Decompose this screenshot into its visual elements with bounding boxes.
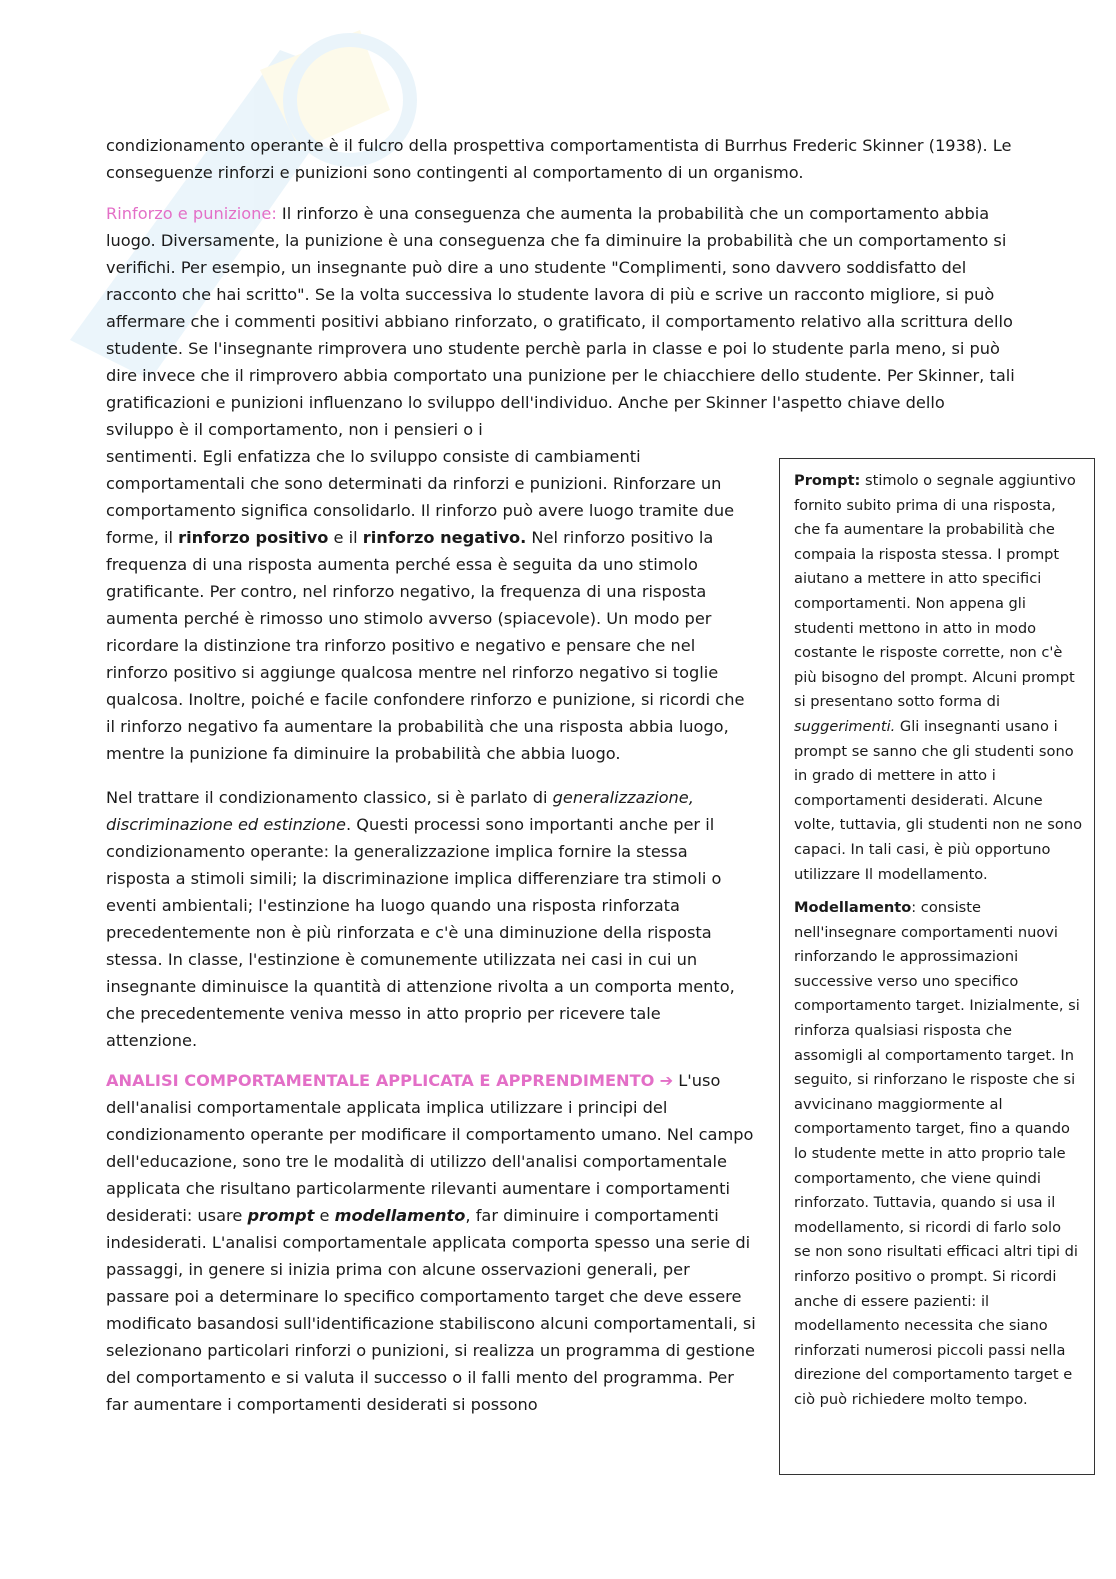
prompt-term: prompt [247, 1206, 315, 1225]
reinforcement-types-paragraph: sentimenti. Egli enfatizza che lo sviluppo consiste di cambiamenti comportamentali che sono determinati da rinforzi e punizioni. Rinforzare un comportamento significa consolidarlo. Il rinforzo può avere luogo tramite due forme, il rinforzo positivo e il rinforzo negativo. Nel rinforzo positivo la frequenza di una risposta aumenta perché essa è seguita da uno stimolo gratificante. Per contro, nel rinforzo negativo, la frequenza di una risposta aumenta perché è rimosso uno stimolo avverso (spiacevole). Un modo per ricordare la distinzione tra rinforzo positivo e negativo e pensare che nel rinforzo positivo si aggiunge qualcosa mentre nel rinforzo negativo si toglie qualcosa. Inoltre, poiché e facile confondere rinforzo e punizione, si ricordi che il rinforzo negativo fa aumentare la probabilità che una risposta abbia luogo, mentre la punizione fa diminuire la probabilità che abbia luogo. [106, 447, 745, 763]
aba-heading: ANALISI COMPORTAMENTALE APPLICATA E APPRENDIMENTO [106, 1071, 655, 1090]
processes-term: generalizzazione, discriminazione ed estinzione [106, 788, 694, 834]
arrow-right-icon: ➔ [659, 1071, 674, 1090]
shaping-definition-term: Modellamento [794, 899, 912, 917]
reinforcement-paragraph: Rinforzo e punizione: Il rinforzo è una conseguenza che aumenta la probabilità che un comportamento abbia luogo. Diversamente, la punizione è una conseguenza che fa diminuire la probabilità che un comportamento si verifichi. Per esempio, un insegnante può dire a uno studente "Complimenti, sono davvero soddisfatto del racconto che hai scritto". Se la volta successiva lo studente lavora di più e scrive un racconto migliore, si può affermare che i commenti positivi abbiano rinforzato, o gratificato, il comportamento relativo alla scrittura dello studente. Se l'insegnante rimprovera uno studente perchè parla in classe e poi lo studente parla meno, si può dire invece che il rimprovero abbia comportato una punizione per le chiacchiere dello studente. Per Skinner, tali gratificazioni e punizioni influenzano lo sviluppo dell'individuo. Anche per Skinner l'aspetto chiave dello sviluppo è il comportamento, non i pensieri o i [106, 204, 1015, 439]
classical-conditioning-paragraph: Nel trattare il condizionamento classico, si è parlato di generalizzazione, discriminazione ed estinzione. Questi processi sono importanti anche per il condizionamento operante: la generalizzazione implica fornire la stessa risposta a stimoli simili; la discriminazione implica differenziare tra stimoli o eventi ambientali; l'estinzione ha luogo quando una risposta rinforzata precedentemente non è più rinforzata e c'è una diminuzione della risposta stessa. In classe, l'estinzione è comunemente utilizzata nei casi in cui un insegnante diminuisce la quantità di attenzione rivolta a un comporta mento, che precedentemente veniva messo in atto proprio per ricevere tale attenzione. [106, 788, 735, 1050]
shaping-term: modellamento [334, 1206, 466, 1225]
prompt-definition: Prompt: stimolo o segnale aggiuntivo fornito subito prima di una risposta, che fa aumentare la probabilità che compaia la risposta stessa. I prompt aiutano a mettere in atto specifici comportamenti. Non appena gli studenti mettono in atto in modo costante le risposte corrette, non c'è più bisogno del prompt. Alcuni prompt si presentano sotto forma di suggerimenti. Gli insegnanti usano i prompt se sanno che gli studenti sono in grado di mettere in atto i comportamenti desiderati. Alcune volte, tuttavia, gli studenti non ne sono capaci. In tali casi, è più opportuno utilizzare Il modellamento. [794, 472, 1083, 883]
prompt-definition-term: Prompt: [794, 472, 861, 489]
intro-paragraph: condizionamento operante è il fulcro della prospettiva comportamentista di Burrhus Frederic Skinner (1938). Le conseguenze rinforzi e punizioni sono contingenti al comportamento di un organismo. [106, 136, 1012, 182]
shaping-definition: Modellamento: consiste nell'insegnare comportamenti nuovi rinforzando le approssimazioni successive verso uno specifico comportamento target. Inizialmente, si rinforza qualsiasi risposta che assomigli al comportamento target. In seguito, si rinforzano le risposte che si avvicinano maggiormente al comportamento target, fino a quando lo studente mette in atto proprio tale comportamento, che viene quindi rinforzato. Tuttavia, quando si usa il modellamento, si ricordi di farlo solo se non sono risultati efficaci altri tipi di rinforzo positivo o prompt. Si ricordi anche di essere pazienti: il modellamento necessita che siano rinforzati numerosi piccoli passi nella direzione del comportamento target e ciò può richiedere molto tempo. [794, 899, 1080, 1408]
negative-reinforcement-term: rinforzo negativo. [362, 528, 527, 547]
aba-paragraph: ANALISI COMPORTAMENTALE APPLICATA E APPRENDIMENTO ➔ L'uso dell'analisi comportamentale applicata implica utilizzare i principi del condizionamento operante per modificare il comportamento umano. Nel campo dell'educazione, sono tre le modalità di utilizzo dell'analisi comportamentale applicata che risultano particolarmente rilevanti aumentare i comportamenti desiderati: usare prompt e modellamento, far diminuire i comportamenti indesiderati. L'analisi comportamentale applicata comporta spesso una serie di passaggi, in genere si inizia prima con alcune osservazioni generali, per passare poi a determinare lo specifico comportamento target che deve essere modificato basandosi sull'identificazione stabiliscono alcuni comportamentali, si selezionano particolari rinforzi o punizioni, si realizza un programma di gestione del comportamento e si valuta il successo o il falli mento del programma. Per far aumentare i comportamenti desiderati si possono [106, 1071, 756, 1414]
reinforcement-heading: Rinforzo e punizione: [106, 204, 277, 223]
positive-reinforcement-term: rinforzo positivo [178, 528, 329, 547]
definitions-sidebar [779, 458, 1095, 1475]
